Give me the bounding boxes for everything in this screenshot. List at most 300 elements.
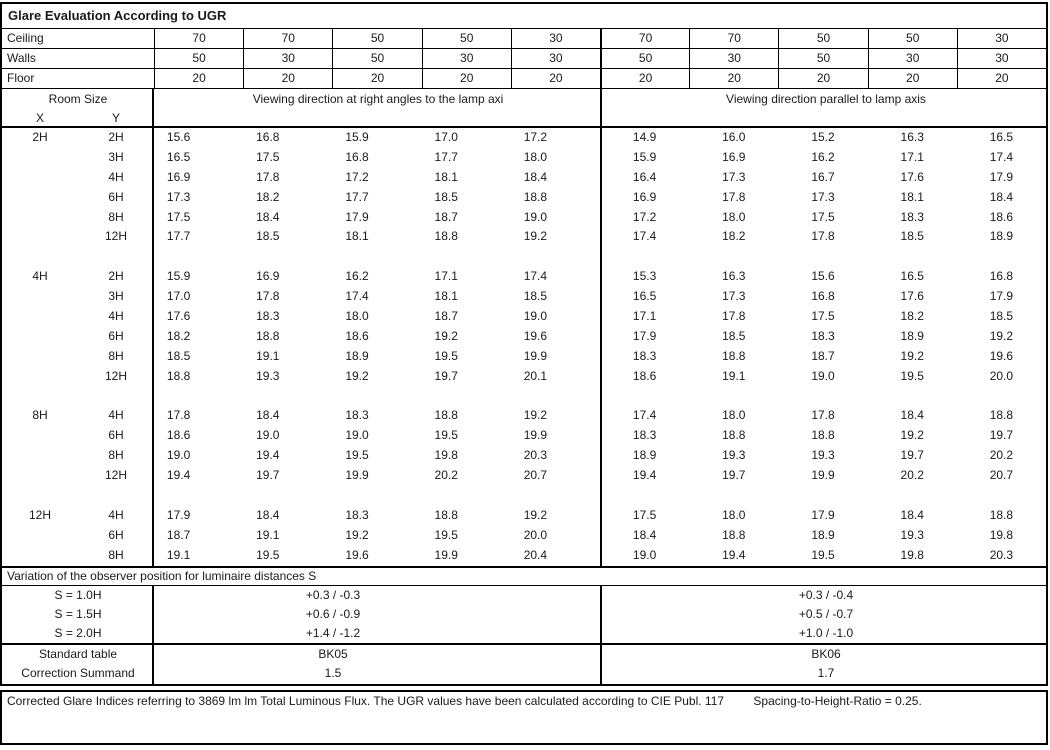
ugr-value: 18.6 xyxy=(166,428,191,443)
room-x-value xyxy=(2,188,78,208)
variation-value-parallel: +1.0 / -1.0 xyxy=(798,625,854,640)
room-y-value: 3H xyxy=(108,149,124,164)
ugr-row xyxy=(2,267,1046,287)
ugr-value: 17.9 xyxy=(989,289,1014,304)
surface-value: 50 xyxy=(778,29,867,48)
ugr-value: 19.7 xyxy=(434,368,458,383)
surface-value: 30 xyxy=(422,49,511,68)
ugr-value: 18.5 xyxy=(722,328,746,343)
ugr-value: 18.8 xyxy=(811,428,835,443)
ugr-value: 18.5 xyxy=(900,229,924,244)
ugr-value: 19.1 xyxy=(722,368,746,383)
room-y-value: 4H xyxy=(108,408,124,423)
surface-value: 50 xyxy=(778,49,867,68)
room-y-value: 2H xyxy=(108,130,124,144)
ugr-value: 17.9 xyxy=(166,507,191,522)
ugr-row xyxy=(2,546,1046,566)
ugr-value: 18.8 xyxy=(434,229,458,244)
ugr-row xyxy=(2,367,1046,387)
room-y-value: 12H xyxy=(104,368,127,383)
ugr-value: 18.4 xyxy=(523,169,548,184)
room-x-value xyxy=(2,208,78,228)
ugr-value: 18.6 xyxy=(345,328,369,343)
ugr-value: 20.1 xyxy=(523,368,548,383)
ugr-value: 16.9 xyxy=(722,149,746,164)
ugr-value: 18.3 xyxy=(632,348,657,363)
ugr-row xyxy=(2,148,1046,168)
right-angles-heading: Viewing direction at right angles to the lamp axi xyxy=(252,92,504,106)
summary-label: Standard table xyxy=(38,646,118,661)
ugr-value: 18.9 xyxy=(811,527,835,542)
summary-row xyxy=(2,664,1046,684)
ugr-value: 17.8 xyxy=(256,289,280,304)
room-y-value: 8H xyxy=(108,348,124,363)
ugr-value: 19.4 xyxy=(166,468,191,483)
surface-value: 70 xyxy=(689,29,778,48)
ugr-value: 19.5 xyxy=(345,448,369,463)
surface-row xyxy=(2,68,1046,88)
room-x-value xyxy=(2,227,78,247)
ugr-value: 17.4 xyxy=(632,229,657,244)
ugr-value: 17.9 xyxy=(632,328,657,343)
ugr-value: 18.9 xyxy=(345,348,369,363)
ugr-value: 19.7 xyxy=(256,468,280,483)
ugr-row xyxy=(2,506,1046,526)
ugr-value: 18.3 xyxy=(632,428,657,443)
ugr-value: 19.0 xyxy=(523,309,548,324)
ugr-row xyxy=(2,307,1046,327)
ugr-value: 17.2 xyxy=(632,209,657,224)
ugr-value: 17.8 xyxy=(256,169,280,184)
ugr-value: 18.9 xyxy=(989,229,1014,244)
ugr-value: 15.2 xyxy=(811,130,835,144)
ugr-row xyxy=(2,287,1046,307)
ugr-value: 18.4 xyxy=(256,507,280,522)
ugr-value: 17.1 xyxy=(900,149,924,164)
ugr-value: 20.0 xyxy=(523,527,548,542)
surface-value: 30 xyxy=(689,49,778,68)
ugr-value: 18.4 xyxy=(989,189,1014,204)
variation-value-right-angles: +0.6 / -0.9 xyxy=(305,606,361,621)
ugr-value: 19.2 xyxy=(345,527,369,542)
ugr-value: 17.5 xyxy=(811,309,835,324)
ugr-value: 16.0 xyxy=(722,130,746,144)
ugr-value: 17.6 xyxy=(900,169,924,184)
summary-rows xyxy=(2,643,1046,684)
ugr-value: 18.1 xyxy=(434,289,458,304)
ugr-value: 19.1 xyxy=(256,527,280,542)
surface-rows xyxy=(2,28,1046,88)
summary-value-right-angles: 1.5 xyxy=(324,666,342,681)
ugr-value: 18.1 xyxy=(345,229,369,244)
ugr-value: 19.4 xyxy=(256,448,280,463)
ugr-value: 18.2 xyxy=(256,189,280,204)
ugr-value: 17.2 xyxy=(345,169,369,184)
ugr-value: 19.5 xyxy=(900,368,924,383)
surface-value: 20 xyxy=(422,69,511,88)
ugr-value: 19.5 xyxy=(811,547,835,562)
surface-value: 30 xyxy=(511,49,600,68)
ugr-value: 17.0 xyxy=(434,130,458,144)
ugr-value: 18.0 xyxy=(722,408,746,423)
surface-label: Walls xyxy=(7,51,36,65)
ugr-value: 20.4 xyxy=(523,547,548,562)
ugr-value: 18.4 xyxy=(900,408,924,423)
footer-note: Corrected Glare Indices referring to 3869 lm lm Total Luminous Flux. The UGR values have been calculated according to CIE Publ. 117 xyxy=(7,693,725,708)
room-x-value: 12H xyxy=(28,507,51,522)
ugr-value: 18.3 xyxy=(900,209,924,224)
ugr-value: 16.8 xyxy=(989,269,1014,284)
surface-value: 20 xyxy=(868,69,957,88)
ugr-value: 19.0 xyxy=(345,428,369,443)
ugr-value: 19.2 xyxy=(345,368,369,383)
summary-value-parallel: 1.7 xyxy=(817,666,835,681)
room-size-header xyxy=(2,89,154,127)
surface-value: 20 xyxy=(600,69,689,88)
room-y-value: 2H xyxy=(108,269,124,284)
ugr-value: 17.5 xyxy=(166,209,191,224)
ugr-value: 16.8 xyxy=(811,289,835,304)
ugr-value: 19.8 xyxy=(989,527,1014,542)
ugr-value: 16.5 xyxy=(632,289,657,304)
ugr-value: 15.9 xyxy=(345,130,369,144)
ugr-value: 15.6 xyxy=(166,130,191,144)
x-column-label: X xyxy=(35,111,44,125)
room-size-label: Room Size xyxy=(48,92,108,106)
surface-value: 50 xyxy=(600,49,689,68)
ugr-value: 16.2 xyxy=(811,149,835,164)
room-x-value xyxy=(2,426,78,446)
variation-label: S = 2.0H xyxy=(54,625,102,640)
ugr-row xyxy=(2,466,1046,486)
ugr-value: 20.2 xyxy=(434,468,458,483)
ugr-row xyxy=(2,188,1046,208)
summary-value-right-angles: BK05 xyxy=(318,646,348,661)
surface-value: 30 xyxy=(511,29,600,48)
room-y-value: 8H xyxy=(108,209,124,224)
variation-heading: Variation of the observer position for luminaire distances S xyxy=(2,566,1046,586)
room-x-value xyxy=(2,148,78,168)
ugr-value: 18.3 xyxy=(345,408,369,423)
table-title: Glare Evaluation According to UGR xyxy=(8,8,227,23)
surface-value: 30 xyxy=(957,29,1046,48)
surface-value: 20 xyxy=(243,69,332,88)
ugr-value: 19.0 xyxy=(811,368,835,383)
room-y-value: 8H xyxy=(108,547,124,562)
ugr-value: 19.5 xyxy=(434,428,458,443)
ugr-value: 17.0 xyxy=(166,289,191,304)
room-x-value: 4H xyxy=(32,269,48,284)
ugr-value: 17.8 xyxy=(166,408,191,423)
ugr-value: 19.0 xyxy=(166,448,191,463)
ugr-value: 17.8 xyxy=(722,309,746,324)
surface-value: 20 xyxy=(778,69,867,88)
ugr-value: 17.8 xyxy=(811,229,835,244)
ugr-value: 20.2 xyxy=(900,468,924,483)
ugr-value: 19.2 xyxy=(900,348,924,363)
ugr-value: 20.2 xyxy=(989,448,1014,463)
ugr-value: 18.8 xyxy=(989,507,1014,522)
surface-value: 20 xyxy=(957,69,1046,88)
ugr-value: 20.7 xyxy=(989,468,1014,483)
ugr-value: 16.5 xyxy=(900,269,924,284)
ugr-value: 15.6 xyxy=(811,269,835,284)
ugr-value: 18.0 xyxy=(722,209,746,224)
room-x-value xyxy=(2,526,78,546)
ugr-row xyxy=(2,208,1046,228)
surface-value: 30 xyxy=(957,49,1046,68)
ugr-value: 17.4 xyxy=(989,149,1014,164)
ugr-value: 14.9 xyxy=(632,130,657,144)
ugr-value: 18.3 xyxy=(811,328,835,343)
room-x-value xyxy=(2,307,78,327)
ugr-value: 19.9 xyxy=(345,468,369,483)
room-y-value: 3H xyxy=(108,289,124,304)
ugr-value: 18.8 xyxy=(989,408,1014,423)
ugr-value: 16.9 xyxy=(166,169,191,184)
ugr-value: 18.9 xyxy=(632,448,657,463)
ugr-value: 19.5 xyxy=(434,348,458,363)
ugr-value: 18.6 xyxy=(989,209,1014,224)
room-x-value: 2H xyxy=(32,130,48,144)
ugr-value: 19.3 xyxy=(722,448,746,463)
room-y-value: 6H xyxy=(108,527,124,542)
ugr-value: 18.2 xyxy=(900,309,924,324)
variation-value-right-angles: +1.4 / -1.2 xyxy=(305,625,361,640)
ugr-value: 16.7 xyxy=(811,169,835,184)
room-y-value: 6H xyxy=(108,189,124,204)
ugr-value: 19.5 xyxy=(434,527,458,542)
ugr-value: 19.7 xyxy=(989,428,1014,443)
surface-row xyxy=(2,48,1046,68)
ugr-value: 17.3 xyxy=(722,169,746,184)
room-x-value xyxy=(2,287,78,307)
ugr-value: 18.7 xyxy=(434,209,458,224)
ugr-value: 16.8 xyxy=(256,130,280,144)
ugr-value: 18.3 xyxy=(345,507,369,522)
ugr-value: 19.7 xyxy=(722,468,746,483)
room-y-value: 4H xyxy=(108,169,124,184)
parallel-heading: Viewing direction parallel to lamp axis xyxy=(726,92,926,106)
ugr-value: 20.3 xyxy=(523,448,548,463)
ugr-value: 15.3 xyxy=(632,269,657,284)
room-y-value: 6H xyxy=(108,428,124,443)
variation-row xyxy=(2,586,1046,605)
room-x-value: 8H xyxy=(32,408,48,423)
ugr-value: 19.4 xyxy=(632,468,657,483)
ugr-value: 18.5 xyxy=(166,348,191,363)
ugr-data-section xyxy=(2,128,1046,566)
summary-row xyxy=(2,645,1046,665)
ugr-value: 19.3 xyxy=(811,448,835,463)
ugr-value: 19.6 xyxy=(345,547,369,562)
ugr-value: 18.7 xyxy=(811,348,835,363)
ugr-value: 16.9 xyxy=(632,189,657,204)
ugr-row xyxy=(2,128,1046,148)
ugr-value: 17.9 xyxy=(811,507,835,522)
room-x-value xyxy=(2,327,78,347)
blank-row xyxy=(2,486,1046,506)
ugr-value: 17.3 xyxy=(166,189,191,204)
room-x-value xyxy=(2,168,78,188)
ugr-value: 18.8 xyxy=(256,328,280,343)
surface-value: 20 xyxy=(511,69,600,88)
variation-row xyxy=(2,605,1046,624)
ugr-value: 15.9 xyxy=(632,149,657,164)
ugr-value: 16.8 xyxy=(345,149,369,164)
room-y-value: 12H xyxy=(104,229,127,244)
ugr-value: 17.7 xyxy=(345,189,369,204)
surface-value: 20 xyxy=(154,69,243,88)
summary-value-parallel: BK06 xyxy=(811,646,841,661)
ugr-value: 19.3 xyxy=(256,368,280,383)
ugr-value: 18.4 xyxy=(900,507,924,522)
ugr-value: 18.8 xyxy=(434,507,458,522)
ugr-value: 19.6 xyxy=(989,348,1014,363)
variation-rows xyxy=(2,586,1046,643)
room-y-value: 6H xyxy=(108,328,124,343)
ugr-value: 17.3 xyxy=(811,189,835,204)
ugr-value: 19.5 xyxy=(256,547,280,562)
ugr-value: 19.2 xyxy=(434,328,458,343)
surface-label: Ceiling xyxy=(7,31,44,45)
ugr-value: 19.6 xyxy=(523,328,548,343)
room-size-xy xyxy=(2,109,154,127)
column-header-row xyxy=(2,88,1046,128)
ugr-value: 18.9 xyxy=(900,328,924,343)
blank-row xyxy=(2,247,1046,267)
spacing-ratio-note: Spacing-to-Height-Ratio = 0.25. xyxy=(753,693,922,708)
ugr-value: 19.9 xyxy=(523,428,548,443)
ugr-value: 19.7 xyxy=(900,448,924,463)
ugr-value: 17.8 xyxy=(811,408,835,423)
ugr-value: 16.9 xyxy=(256,269,280,284)
ugr-value: 19.2 xyxy=(900,428,924,443)
variation-row xyxy=(2,624,1046,643)
ugr-value: 19.0 xyxy=(256,428,280,443)
surface-label: Floor xyxy=(7,71,35,85)
variation-label: S = 1.0H xyxy=(54,587,102,602)
ugr-value: 17.7 xyxy=(166,229,191,244)
ugr-value: 18.0 xyxy=(722,507,746,522)
y-column-label: Y xyxy=(111,111,120,125)
ugr-value: 19.8 xyxy=(434,448,458,463)
variation-value-parallel: +0.3 / -0.4 xyxy=(798,587,854,602)
ugr-value: 17.7 xyxy=(434,149,458,164)
ugr-value: 19.1 xyxy=(166,547,191,562)
ugr-value: 18.8 xyxy=(722,527,746,542)
ugr-value: 18.4 xyxy=(632,527,657,542)
ugr-value: 18.8 xyxy=(523,189,548,204)
ugr-value: 19.2 xyxy=(989,328,1014,343)
ugr-value: 19.2 xyxy=(523,507,548,522)
ugr-value: 19.8 xyxy=(900,547,924,562)
surface-value: 70 xyxy=(154,29,243,48)
ugr-value: 19.3 xyxy=(900,527,924,542)
ugr-value: 19.9 xyxy=(523,348,548,363)
ugr-value: 17.1 xyxy=(632,309,657,324)
ugr-value: 19.0 xyxy=(523,209,548,224)
ugr-value: 20.7 xyxy=(523,468,548,483)
ugr-value: 16.3 xyxy=(900,130,924,144)
ugr-value: 17.8 xyxy=(722,189,746,204)
ugr-row xyxy=(2,426,1046,446)
ugr-value: 19.2 xyxy=(523,408,548,423)
ugr-value: 18.2 xyxy=(722,229,746,244)
variation-label: S = 1.5H xyxy=(54,606,102,621)
variation-value-parallel: +0.5 / -0.7 xyxy=(798,606,854,621)
room-y-value: 4H xyxy=(108,309,124,324)
ugr-value: 19.1 xyxy=(256,348,280,363)
room-y-value: 8H xyxy=(108,448,124,463)
room-x-value xyxy=(2,466,78,486)
ugr-row xyxy=(2,526,1046,546)
room-x-value xyxy=(2,546,78,566)
surface-value: 30 xyxy=(243,49,332,68)
ugr-value: 17.5 xyxy=(256,149,280,164)
ugr-value: 17.3 xyxy=(722,289,746,304)
summary-label: Correction Summand xyxy=(21,666,135,681)
surface-row xyxy=(2,28,1046,48)
ugr-value: 18.6 xyxy=(632,368,657,383)
ugr-value: 18.8 xyxy=(722,428,746,443)
ugr-value: 18.5 xyxy=(434,189,458,204)
ugr-value: 17.4 xyxy=(523,269,548,284)
ugr-value: 17.4 xyxy=(345,289,369,304)
ugr-value: 19.0 xyxy=(632,547,657,562)
ugr-value: 17.6 xyxy=(900,289,924,304)
ugr-value: 16.5 xyxy=(989,130,1014,144)
blank-row xyxy=(2,387,1046,407)
ugr-value: 18.0 xyxy=(345,309,369,324)
ugr-value: 18.1 xyxy=(900,189,924,204)
surface-value: 50 xyxy=(422,29,511,48)
ugr-value: 17.5 xyxy=(632,507,657,522)
room-y-value: 4H xyxy=(108,507,124,522)
ugr-value: 17.1 xyxy=(434,269,458,284)
surface-value: 70 xyxy=(600,29,689,48)
ugr-value: 16.5 xyxy=(166,149,191,164)
surface-value: 50 xyxy=(332,29,421,48)
ugr-value: 19.4 xyxy=(722,547,746,562)
ugr-value: 17.6 xyxy=(166,309,191,324)
ugr-value: 16.4 xyxy=(632,169,657,184)
ugr-value: 16.2 xyxy=(345,269,369,284)
ugr-value: 17.9 xyxy=(989,169,1014,184)
ugr-row xyxy=(2,327,1046,347)
surface-value: 20 xyxy=(689,69,778,88)
ugr-value: 18.5 xyxy=(256,229,280,244)
ugr-value: 18.2 xyxy=(166,328,191,343)
room-y-value: 12H xyxy=(104,468,127,483)
ugr-value: 18.4 xyxy=(256,408,280,423)
ugr-value: 18.5 xyxy=(523,289,548,304)
surface-value: 70 xyxy=(243,29,332,48)
ugr-value: 18.3 xyxy=(256,309,280,324)
ugr-value: 20.3 xyxy=(989,547,1014,562)
ugr-value: 20.0 xyxy=(989,368,1014,383)
footer-note-box xyxy=(0,690,1048,745)
ugr-row xyxy=(2,347,1046,367)
ugr-table xyxy=(0,2,1048,686)
ugr-row xyxy=(2,168,1046,188)
ugr-value: 18.8 xyxy=(722,348,746,363)
ugr-value: 18.1 xyxy=(434,169,458,184)
ugr-value: 17.5 xyxy=(811,209,835,224)
ugr-value: 18.7 xyxy=(166,527,191,542)
ugr-value: 19.2 xyxy=(523,229,548,244)
ugr-value: 18.8 xyxy=(166,368,191,383)
